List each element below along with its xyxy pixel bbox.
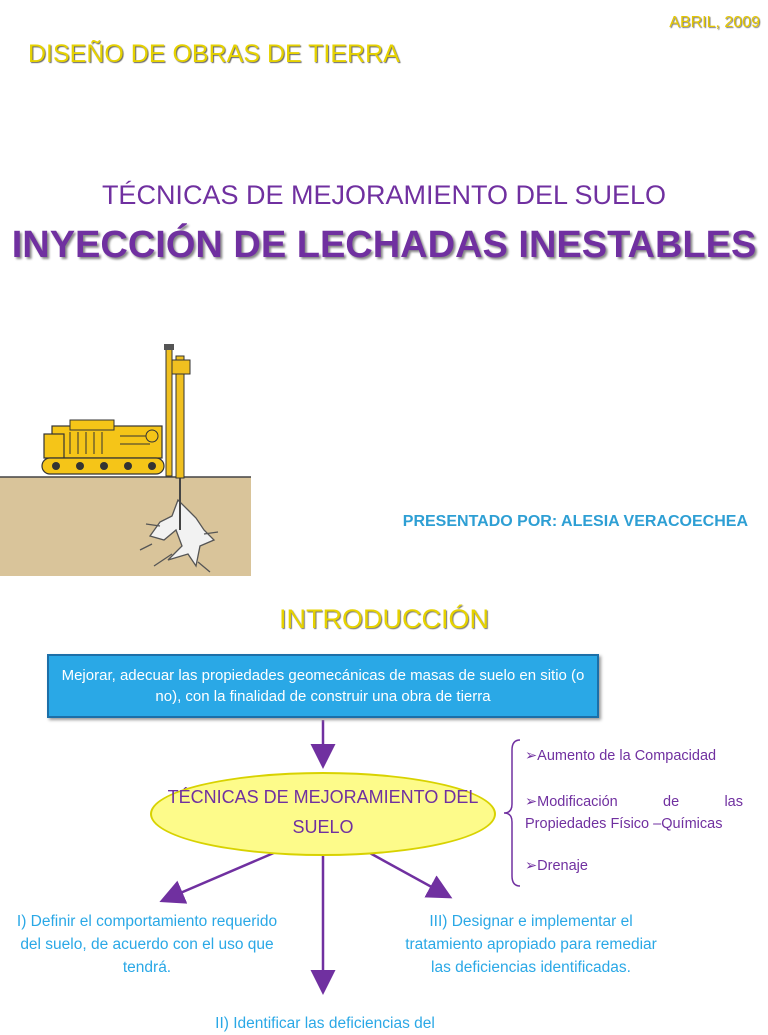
list-item: ➢Modificación de las: [525, 794, 743, 810]
list-item-continuation: Propiedades Físico –Químicas: [525, 816, 723, 832]
arrow-icon: [164, 852, 276, 900]
bullet-arrow-icon: ➢: [525, 794, 538, 810]
bullet-arrow-icon: ➢: [525, 858, 538, 874]
arrow-icon: [368, 852, 448, 896]
definition-box: Mejorar, adecuar las propiedades geomecánicas de masas de suelo en sitio (o no), con la finalidad de construir una obra de tierra: [47, 654, 599, 718]
introduction-slide: [0, 578, 768, 1032]
list-item: ➢Drenaje: [525, 858, 588, 874]
center-ellipse: TÉCNICAS DE MEJORAMIENTO DEL SUELO: [150, 772, 496, 856]
date-label: ABRIL, 2009: [669, 14, 760, 31]
brace-icon: [500, 738, 524, 888]
bullet-arrow-icon: ➢: [525, 748, 538, 764]
main-title: INYECCIÓN DE LECHADAS INESTABLES: [11, 224, 757, 266]
course-title: DISEÑO DE OBRAS DE TIERRA: [28, 40, 400, 68]
step-one: I) Definir el comportamiento requerido del suelo, de acuerdo con el uso que tendrá.: [16, 913, 278, 976]
slide-heading: INTRODUCCIÓN: [279, 604, 489, 634]
presenter-credit: PRESENTADO POR: ALESIA VERACOECHEA: [402, 513, 748, 530]
drilling-rig-icon: [0, 340, 252, 576]
subtitle: TÉCNICAS DE MEJORAMIENTO DEL SUELO: [101, 180, 667, 210]
step-three: III) Designar e implementar el tratamiento apropiado para remediar las deficiencias identificadas.: [405, 913, 657, 976]
list-item: ➢Aumento de la Compacidad: [525, 748, 717, 764]
step-two: II) Identificar las deficiencias del: [215, 1015, 435, 1032]
